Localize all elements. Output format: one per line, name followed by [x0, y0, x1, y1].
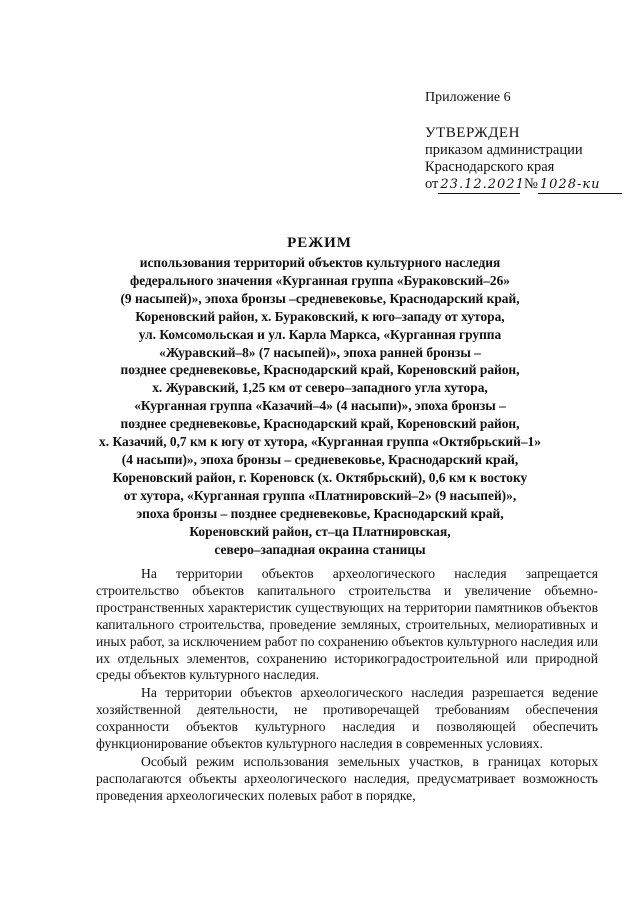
body-paragraph: На территории объектов археологического наследия запрещается строительство объектов капитального строительства и увеличение объемно-пространственных характеристик существующих на территории памятников объектов капитального строительства, проведение земляных, строительных, мелиоративных и иных работ, за исключением работ по сохранению объектов культурного наследия или их отдельных элементов, сохранению историкоградостроительной или природной среды объектов культурного наследия.: [96, 566, 598, 683]
subtitle-line: «Курганная группа «Казачий–4» (4 насыпи)», эпоха бронзы –: [134, 398, 506, 414]
number-prefix: №: [524, 176, 538, 192]
subtitle-line: позднее средневековье, Краснодарский край, Кореновский район,: [120, 362, 520, 378]
subtitle-line: «Журавский–8» (7 насыпей)», эпоха ранней бронзы –: [159, 344, 481, 360]
subtitle-line: федерального значения «Курганная группа «Бураковский–26»: [129, 272, 511, 288]
subtitle-line: (9 насыпей)», эпоха бронзы –средневековье, Краснодарский край,: [120, 290, 520, 306]
subtitle-line: эпоха бронзы – позднее средневековье, Краснодарский край,: [136, 505, 504, 521]
approved-line-2: Краснодарского края: [425, 159, 555, 175]
subtitle-line: Кореновский район, г. Кореновск (х. Октябрьский), 0,6 км к востоку: [112, 469, 528, 485]
appendix-label: Приложение 6: [425, 90, 511, 105]
subtitle-line: позднее средневековье, Краснодарский край, Кореновский район,: [120, 416, 520, 432]
approval-block: [425, 125, 622, 194]
approved-line-1: приказом администрации: [425, 142, 583, 158]
subtitle-line: северо–западная окраина станицы: [214, 541, 426, 557]
handwritten-number: 1028-ки: [538, 176, 622, 194]
subtitle-line: использования территорий объектов культурного наследия: [139, 255, 501, 270]
subtitle-line: (4 насыпи)», эпоха бронзы – средневековье, Краснодарский край,: [121, 451, 519, 467]
subtitle-line: ул. Комсомольская и ул. Карла Маркса, «Курганная группа: [138, 326, 502, 342]
subtitle-line: Кореновский район, х. Бураковский, к юго–западу от хутора,: [135, 308, 505, 324]
body-paragraph: Особый режим использования земельных участков, в границах которых располагаются объекты археологического наследия, предусматривает возможность проведения археологических полевых работ в порядке,: [96, 753, 598, 803]
body-paragraph: На территории объектов археологического наследия разрешается ведение хозяйственной деятельности, не противоречащей требованиям обеспечения сохранности объектов культурного наследия и позволяющей обеспечить функционирование объектов культурного наследия в современных условиях.: [96, 685, 598, 752]
document-body: [96, 566, 598, 805]
date-prefix: от: [425, 176, 439, 192]
date-number-line: [425, 176, 622, 194]
subtitle-line: от хутора, «Курганная группа «Платнировский–2» (9 насыпей)»,: [123, 487, 517, 503]
handwritten-date: 23.12.2021: [440, 177, 525, 192]
approved-heading: УТВЕРЖДЕН: [425, 125, 520, 141]
document-title: РЕЖИМ: [287, 235, 352, 251]
subtitle-line: х. Журавский, 1,25 км от северо–западного угла хутора,: [152, 380, 488, 396]
subtitle-line: Кореновский район, ст–ца Платнировская,: [189, 523, 451, 539]
subtitle-line: х. Казачий, 0,7 км к югу от хутора, «Курганная группа «Октябрьский–1»: [99, 434, 541, 450]
document-subtitle: [80, 254, 560, 558]
